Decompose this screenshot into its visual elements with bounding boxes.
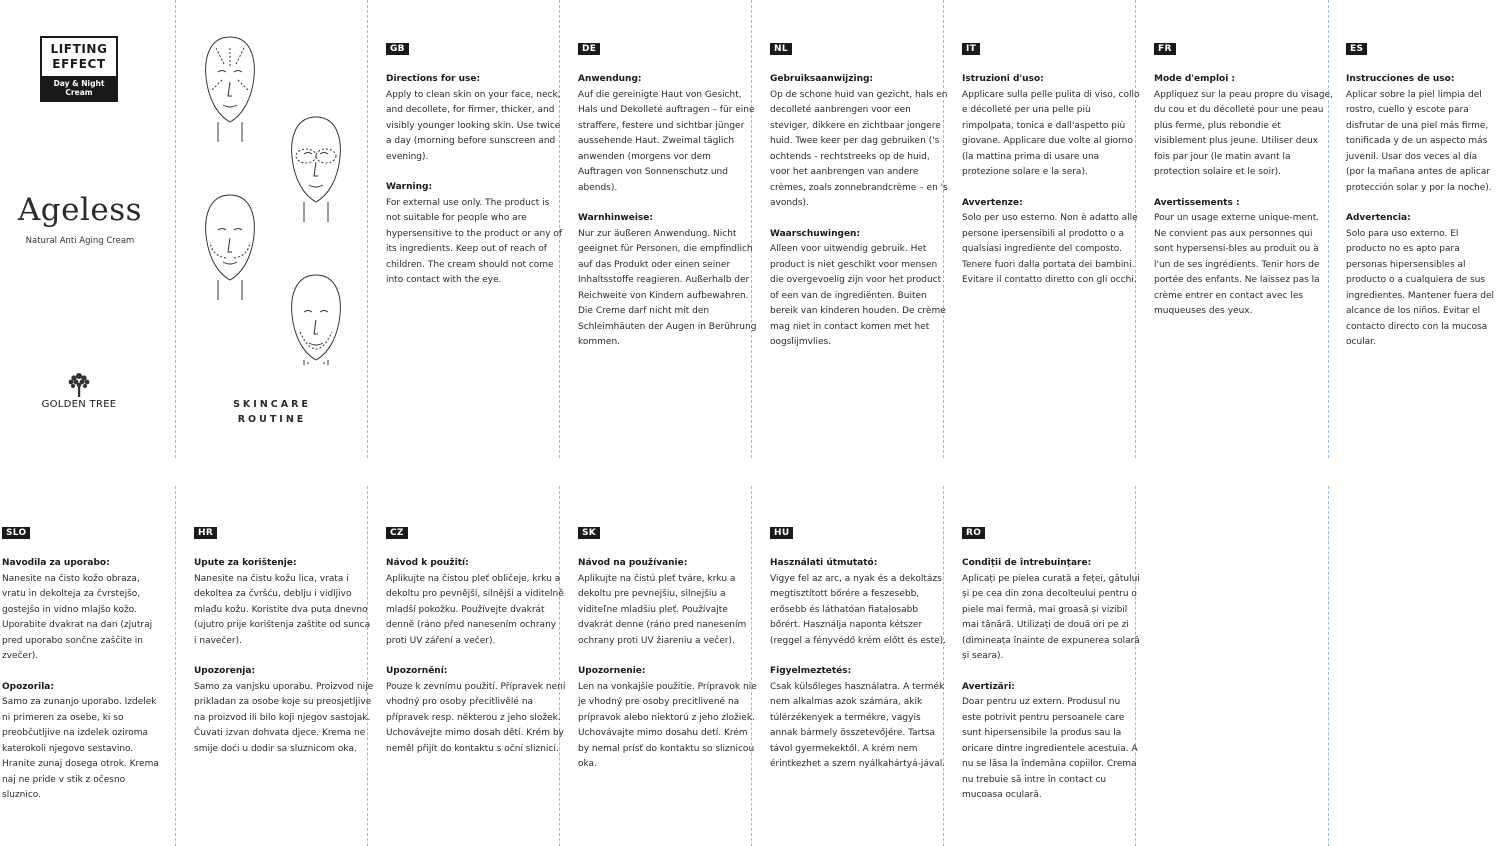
language-tag: HR xyxy=(194,527,217,539)
language-tag: GB xyxy=(386,43,409,55)
warning-heading: Upozornění: xyxy=(386,666,448,676)
warning-text: Doar pentru uz extern. Produsul nu este potrivit pentru persoanele care sunt hipersensibile la produs sau la oricare dintre ingredientele acestuia. A nu se lăsa la îndemâna copiilor. Crema nu trebuie să intre în contact cu mucoasa oculară. xyxy=(962,697,1138,800)
warning-heading: Advertencia: xyxy=(1346,213,1411,223)
company-name: GOLDEN TREE xyxy=(41,399,117,410)
tree-icon xyxy=(66,370,92,398)
directions-heading: Használati útmutató: xyxy=(770,558,878,568)
panel-de xyxy=(578,36,758,366)
panel-cz xyxy=(386,520,566,772)
language-tag: SLO xyxy=(2,527,30,539)
warning-heading: Avertissements : xyxy=(1154,197,1240,208)
panel-sk xyxy=(578,520,758,788)
language-tag: CZ xyxy=(386,527,408,539)
panel-hu xyxy=(770,520,950,788)
warning-text: Pour un usage externe unique-ment. Ne convient pas aux personnes qui sont hypersensi-bles au produit ou à l'un de ses ingrédients. Tenir hors de portée des enfants. Ne laissez pas la crème entrer en contact avec les muqueuses des yeux. xyxy=(1154,213,1320,316)
product-name: Ageless xyxy=(17,192,143,228)
divider-line xyxy=(175,486,176,846)
warning-heading: Avvertenze: xyxy=(962,197,1023,208)
lifting-effect-badge xyxy=(40,36,118,102)
warning-heading: Warnhinweise: xyxy=(578,213,653,223)
directions-text: Aplicar sobre la piel limpia del rostro, cuello y escote para disfrutar de una piel más firme, tonificada y de un aspecto más juvenil. Usar dos veces al día (por la mañana antes de aplicar protección solar y por la noche). xyxy=(1346,89,1492,193)
divider-line xyxy=(367,0,368,458)
language-tag: HU xyxy=(770,527,793,539)
warning-text: Solo per uso esterno. Non è adatto alle persone ipersensibili al prodotto o a qualsiasi ingrediente del composto. Tenere fuori dalla portata dei bambini. Evitare il contatto diretto con gli occhi. xyxy=(962,213,1138,285)
panel-slo xyxy=(2,520,164,819)
face-diagram-cheeks xyxy=(206,195,255,300)
panel-fr xyxy=(1154,36,1334,335)
panel-it xyxy=(962,36,1142,304)
warning-text: Pouze k zevnímu použití. Přípravek není vhodný pro osoby přecitlivělé na přípravek resp. některou z jeho složek. Uchovávejte mimo dosah dětí. Krém by neměl přijít do kontaktu s oční sliznicí. xyxy=(386,681,566,754)
warning-text: Alleen voor uitwendig gebruik. Het product is niet geschikt voor mensen die overgevoelig zijn voor het product of een van de ingrediënten. Buiten bereik van kinderen houden. De crème mag niet in contact komen met het oogslijmvlies. xyxy=(770,244,946,347)
directions-heading: Mode d'emploi : xyxy=(1154,74,1236,84)
directions-heading: Navodila za uporabo: xyxy=(2,558,110,568)
warning-heading: Warning: xyxy=(386,182,433,192)
directions-text: Aplikujte na čistou pleť obličeje, krku a dekoltu pro pevnější, silnější a viditelně mladší pokožku. Používejte dvakrát denně (ráno před nanesením ochrany proti UV záření a večer). xyxy=(386,573,564,646)
directions-text: Applicare sulla pelle pulita di viso, collo e décolleté per una pelle più rimpolpata, tonica e dall'aspetto più giovane. Applicare due volte al giorno (la mattina prima di usare una protezione solare e la sera). xyxy=(962,89,1140,177)
warning-text: Samo za vanjsku uporabu. Proizvod nije prikladan za osobe koje su preosjetljive na proizvod ili bilo koji njegov sastojak. Čuvati izvan dohvata djece. Krema ne smije doći u dodir sa sluznicom oka. xyxy=(194,681,374,754)
directions-text: Auf die gereinigte Haut von Gesicht, Hals und Dekolleté auftragen – für eine straffere, festere und sichtbar jünger aussehende Haut. Zweimal täglich anwenden (morgens vor dem Auftragen von Sonnenschutz und abends). xyxy=(578,89,755,193)
directions-heading: Návod k použití: xyxy=(386,558,469,568)
face-diagram-forehead xyxy=(206,37,255,142)
face-massage-illustration xyxy=(192,30,352,365)
directions-text: Op de schone huid van gezicht, hals en decolleté aanbrengen voor een steviger, dikkere en zichtbaar jongere huid. Twee keer per dag gebruiken ('s ochtends - rechtstreeks op de huid, voor het aanbrengen van andere crèmes, zoals zonnebrandcrème – en 's avonds). xyxy=(770,89,948,208)
panel-gb xyxy=(386,36,566,304)
face-diagram-eyes xyxy=(292,117,341,222)
directions-heading: Gebruiksaanwijzing: xyxy=(770,74,874,84)
directions-text: Nanesite na čisto kožo obraza, vratu in dekolteja za čvrstejšo, gostejšo in vidno mlajšo kožo. Uporabite dvakrat na dan (zjutraj pred uporabo sončne zaščite in zvečer). xyxy=(2,573,153,661)
panel-es xyxy=(1346,36,1498,366)
language-tag: RO xyxy=(962,527,985,539)
warning-heading: Opozorila: xyxy=(2,681,54,692)
directions-heading: Condiții de întrebuințare: xyxy=(962,558,1092,568)
divider-line xyxy=(175,0,176,458)
day-night-label: Day & Night Cream xyxy=(42,76,116,100)
directions-heading: Upute za korištenje: xyxy=(194,558,297,568)
divider-line xyxy=(1328,486,1329,846)
warning-text: Csak külsőleges használatra. A termék nem alkalmas azok számára, akik túlérzékenyek a termékre, vagyis annak bármely összetevőjére. Tartsa távol gyermekektől. A krém nem érintkezhet a szem nyálkahártyá-jával. xyxy=(770,681,946,769)
directions-text: Nanesite na čistu kožu lica, vrata i dekoltea za čvršću, deblju i vidljivo mlađu kožu. Koristite dva puta dnevno (ujutro prije korištenja zaštite od sunca i navečer). xyxy=(194,573,371,646)
directions-heading: Directions for use: xyxy=(386,74,481,84)
face-diagram-neck xyxy=(292,275,341,365)
panel-ro xyxy=(962,520,1142,819)
language-tag: IT xyxy=(962,43,980,55)
directions-text: Apply to clean skin on your face, neck, and decollete, for firmer, thicker, and visibly younger looking skin. Use twice a day (morning before sunscreen and evening). xyxy=(386,89,561,162)
directions-heading: Anwendung: xyxy=(578,74,642,84)
lifting-line-1: LIFTING xyxy=(50,42,108,56)
directions-text: Appliquez sur la peau propre du visage, du cou et du décolleté pour une peau plus ferme, plus rebondie et visiblement plus jeune. Utiliser deux fois par jour (le matin avant la protection solaire et le soir). xyxy=(1154,89,1334,177)
warning-text: Solo para uso externo. El producto no es apto para personas hipersensibles al producto o a cualquiera de sus ingredientes. Mantener fuera del alcance de los niños. Evitar el contacto directo con la mucosa ocular. xyxy=(1346,228,1494,347)
warning-heading: Upozorenja: xyxy=(194,666,256,676)
directions-text: Vigye fel az arc, a nyak és a dekoltázs megtisztított bőrére a feszesebb, erősebb és láthatóan fiatalosabb bőrért. Használja naponta kétszer (reggel a fényvédő krém előtt és este). xyxy=(770,573,947,646)
directions-heading: Návod na používanie: xyxy=(578,558,688,568)
panel-hr xyxy=(194,520,374,772)
skincare-routine-label: SKINCARE ROUTINE xyxy=(233,399,311,425)
language-tag: NL xyxy=(770,43,792,55)
warning-text: Len na vonkajšie použitie. Prípravok nie je vhodný pre osoby precitlivené na prípravok alebo niektorú z jeho zložiek. Uchovávajte mimo dosahu detí. Krém by nemal prísť do kontaktu so sliznicou oka. xyxy=(578,681,757,769)
language-tag: DE xyxy=(578,43,600,55)
warning-text: Nur zur äußeren Anwendung. Nicht geeignet für Personen, die empfindlich auf das Produkt oder einen seiner Inhaltsstoffe reagieren. Außerhalb der Reichweite von Kindern aufbewahren. Die Creme darf nicht mit den Schleimhäuten der Augen in Berührung kommen. xyxy=(578,228,757,347)
warning-heading: Avertizări: xyxy=(962,681,1015,692)
warning-heading: Upozornenie: xyxy=(578,666,646,676)
directions-heading: Instrucciones de uso: xyxy=(1346,74,1455,84)
warning-text: For external use only. The product is not suitable for people who are hypersensitive to the product or any of its ingredients. Keep out of reach of children. The cream should not come into contact with the eye. xyxy=(386,197,563,285)
warning-heading: Figyelmeztetés: xyxy=(770,666,852,676)
language-tag: ES xyxy=(1346,43,1367,55)
warning-text: Samo za zunanjo uporabo. Izdelek ni primeren za osebe, ki so preobčutljive na izdelek oziroma katerokoli njegovo sestavino. Hranite zunaj dosega otrok. Krema naj ne pride v stik z očesno sluznico. xyxy=(2,697,159,800)
directions-text: Aplicați pe pielea curată a feței, gâtului și pe cea din zona decolteului pentru o piele mai fermă, mai groasă și vizibil mai tânără. Utilizați de două ori pe zi (dimineața înainte de expunerea solară și seara). xyxy=(962,573,1140,661)
directions-text: Aplikujte na čistú pleť tváre, krku a dekoltu pre pevnejšiu, silnejšiu a viditeľne mladšiu pleť. Používajte dvakrát denne (ráno pred nanesením ochrany proti UV žiareniu a večer). xyxy=(578,573,747,646)
language-tag: SK xyxy=(578,527,600,539)
panel-nl xyxy=(770,36,950,366)
language-tag: FR xyxy=(1154,43,1176,55)
warning-heading: Waarschuwingen: xyxy=(770,228,861,239)
lifting-line-2: EFFECT xyxy=(52,57,106,71)
product-subtitle: Natural Anti Aging Cream xyxy=(25,236,135,246)
directions-heading: Istruzioni d'uso: xyxy=(962,74,1044,84)
